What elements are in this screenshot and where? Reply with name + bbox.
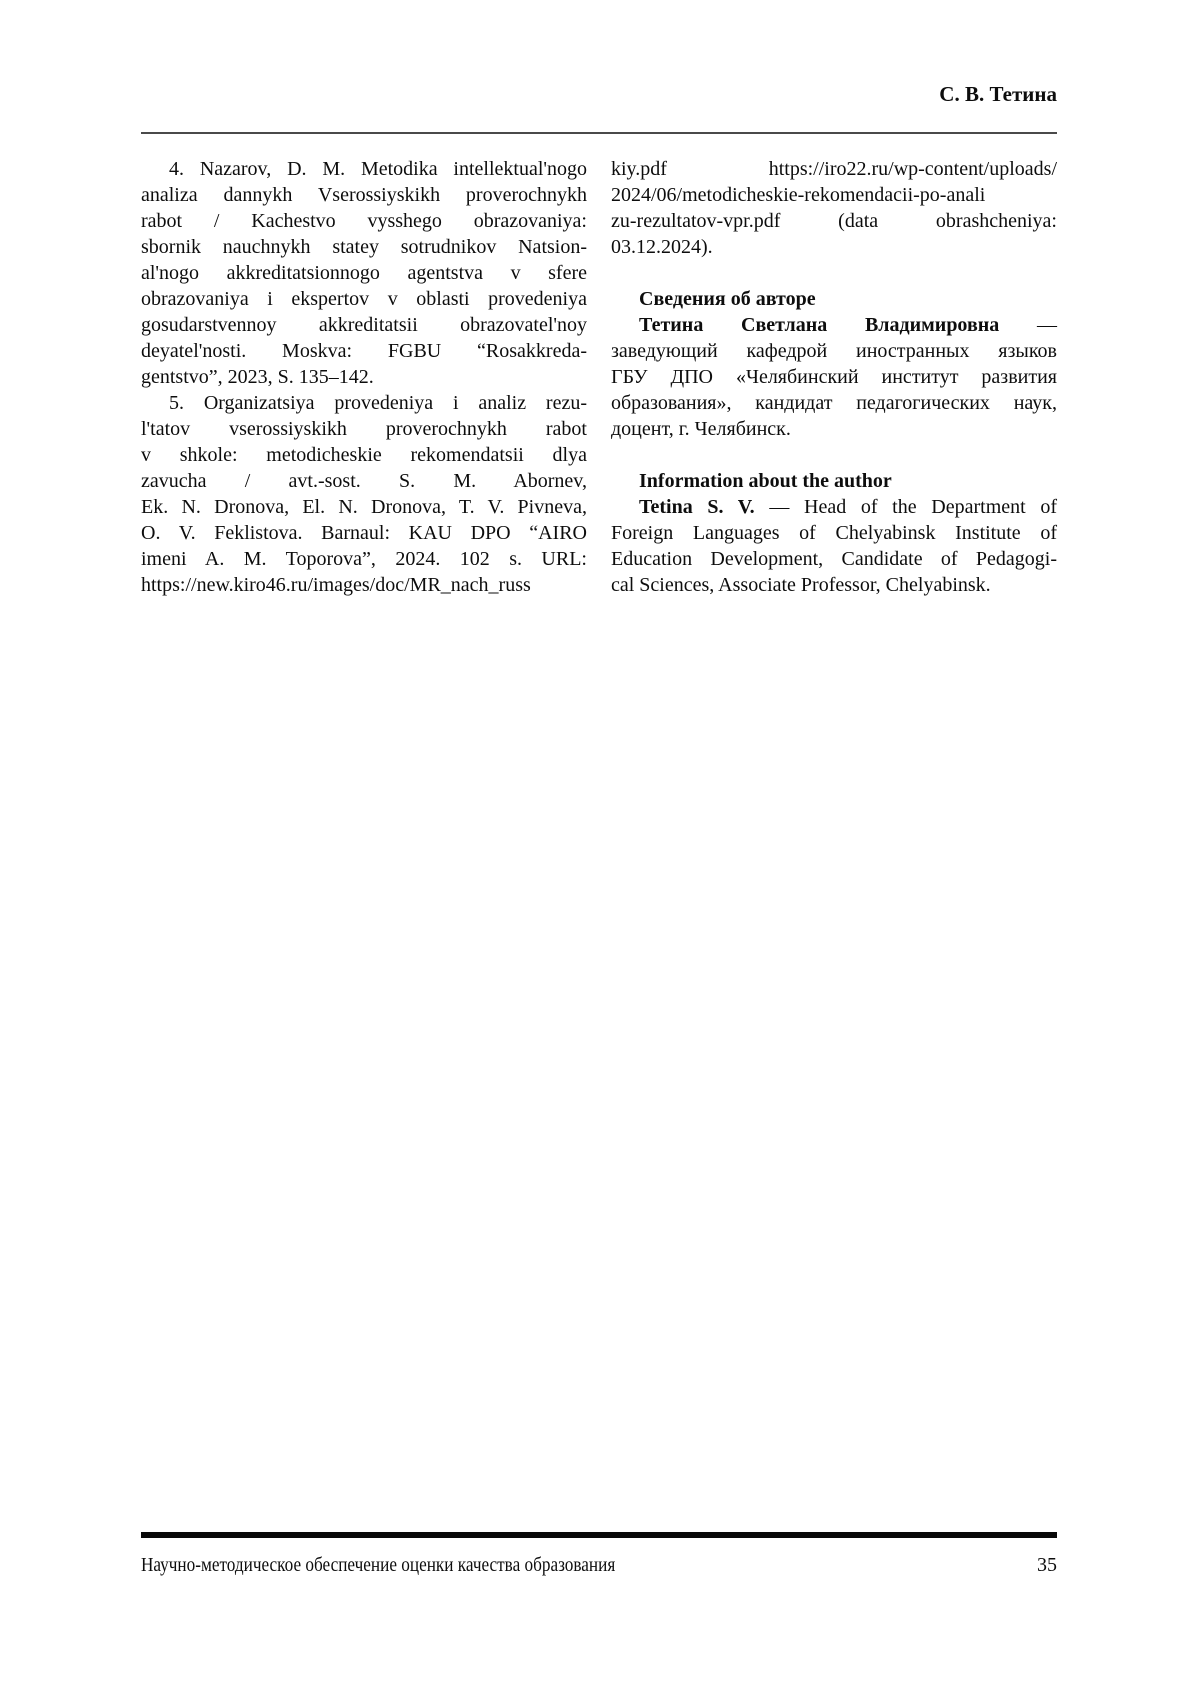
author-name-ru: Тетина Светлана Владимировна bbox=[639, 314, 1000, 336]
footer-page-number: 35 bbox=[1037, 1554, 1057, 1576]
author-en-line: cal Sciences, Associate Professor, Chelyabinsk. bbox=[611, 574, 991, 596]
reference-5-line: imeni A. M. Toporova”, 2024. 102 s. URL: bbox=[141, 548, 587, 570]
reference-4-line: analiza dannykh Vserossiyskikh proverochnykh bbox=[141, 184, 587, 206]
reference-5-line: Ek. N. Dronova, El. N. Dronova, T. V. Pivneva, bbox=[141, 496, 587, 518]
running-head-author: С. В. Тетина bbox=[939, 82, 1057, 106]
reference-item-4 bbox=[141, 156, 587, 390]
reference-4-line: deyatel'nosti. Moskva: FGBU “Rosakkreda- bbox=[141, 340, 587, 362]
reference-5-continuation bbox=[611, 156, 1057, 260]
author-info-ru-section bbox=[611, 286, 1057, 442]
reference-4-line: gosudarstvennoy akkreditatsii obrazovatel'noy bbox=[141, 314, 587, 336]
author-ru-name-line bbox=[611, 312, 1057, 338]
author-ru-line: доцент, г. Челябинск. bbox=[611, 418, 791, 440]
author-ru-line: образования», кандидат педагогических наук, bbox=[611, 392, 1057, 414]
reference-4-line: gentstvo”, 2023, S. 135–142. bbox=[141, 366, 374, 388]
url-continuation-line: 03.12.2024). bbox=[611, 236, 713, 258]
author-en-line: Foreign Languages of Chelyabinsk Institute of bbox=[611, 522, 1057, 544]
author-name-en: Tetina S. V. bbox=[639, 496, 755, 518]
reference-5-line: zavucha / avt.-sost. S. M. Abornev, bbox=[141, 470, 587, 492]
author-info-en-heading: Information about the author bbox=[639, 470, 892, 492]
header-rule bbox=[141, 132, 1057, 134]
two-column-text bbox=[141, 156, 1057, 598]
author-en-line: Education Development, Candidate of Pedagogi- bbox=[611, 548, 1057, 570]
reference-4-line: rabot / Kachestvo vysshego obrazovaniya: bbox=[141, 210, 587, 232]
url-continuation-line: zu-rezultatov-vpr.pdf (data obrashcheniya: bbox=[611, 210, 1057, 232]
left-column bbox=[141, 156, 587, 598]
footer-rule bbox=[141, 1532, 1057, 1538]
reference-5-line: 5. Organizatsiya provedeniya i analiz rezu- bbox=[169, 392, 587, 414]
author-ru-line: заведующий кафедрой иностранных языков bbox=[611, 340, 1057, 362]
author-ru-line: ГБУ ДПО «Челябинский институт развития bbox=[611, 366, 1057, 388]
reference-4-line: 4. Nazarov, D. M. Metodika intellektual'nogo bbox=[169, 158, 587, 180]
author-info-en-section bbox=[611, 468, 1057, 598]
em-dash: — bbox=[1037, 314, 1057, 336]
url-continuation-line: kiy.pdf https://iro22.ru/wp-content/uploads/ bbox=[611, 158, 1057, 180]
page-content bbox=[141, 0, 1057, 1697]
reference-5-line: v shkole: metodicheskie rekomendatsii dlya bbox=[141, 444, 587, 466]
author-en-name-line bbox=[611, 494, 1057, 520]
reference-5-line: l'tatov vserossiyskikh proverochnykh rabot bbox=[141, 418, 587, 440]
page-footer bbox=[141, 1552, 1057, 1578]
author-info-ru-heading: Сведения об авторе bbox=[639, 288, 816, 310]
right-column bbox=[611, 156, 1057, 598]
reference-4-line: obrazovaniya i ekspertov v oblasti provedeniya bbox=[141, 288, 587, 310]
reference-5-line: O. V. Feklistova. Barnaul: KAU DPO “AIRO bbox=[141, 522, 587, 544]
reference-4-line: sbornik nauchnykh statey sotrudnikov Natsion- bbox=[141, 236, 587, 258]
reference-item-5 bbox=[141, 390, 587, 598]
reference-4-line: al'nogo akkreditatsionnogo agentstva v sfere bbox=[141, 262, 587, 284]
reference-url-line: https://new.kiro46.ru/images/doc/MR_nach_russ bbox=[141, 574, 531, 596]
url-continuation-line: 2024/06/metodicheskie-rekomendacii-po-anali bbox=[611, 184, 986, 206]
footer-journal-title: Научно-методическое обеспечение оценки качества образования bbox=[141, 1554, 616, 1576]
author-en-line1-rest: — Head of the Department of bbox=[769, 496, 1057, 518]
